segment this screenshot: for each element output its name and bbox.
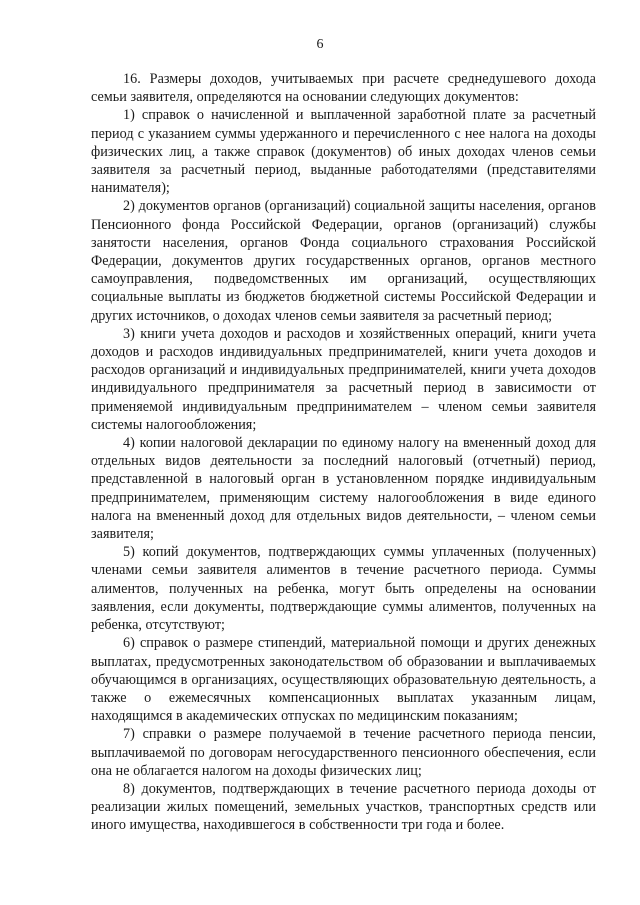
- paragraph-item-5: 5) копий документов, подтверждающих суммы уплаченных (полученных) членами семьи заявителя алиментов в течение расчетного периода. Суммы алиментов, полученных на ребенка, могут быть определены на основании заявления, если документы, подтверждающие суммы алиментов, полученных на ребенка, отсутствуют;: [91, 544, 596, 634]
- paragraph-item-8: 8) документов, подтверждающих в течение расчетного периода доходы от реализации жилых помещений, земельных участков, транспортных средств или иного имущества, находившегося в собственности три года и более.: [91, 780, 596, 834]
- paragraph-item-4: 4) копии налоговой декларации по единому налогу на вмененный доход для отдельных видов деятельности за последний налоговый (отчетный) период, представленной в налоговый орган в установленном порядке индивидуальным предпринимателем, применяющим систему налогообложения в виде единого налога на вмененный доход для отдельных видов деятельности, – членом семьи заявителя;: [91, 435, 596, 543]
- document-body: [91, 70, 596, 835]
- paragraph-item-3: 3) книги учета доходов и расходов и хозяйственных операций, книги учета доходов и расходов индивидуальных предпринимателей, книги учета доходов и расходов организаций и индивидуальных предпринимателей, книги учета доходов индивидуального предпринимателя за расчетный период в зависимости от применяемой индивидуальным предпринимателем – членом семьи заявителя системы налогообложения;: [91, 325, 596, 433]
- paragraph-item-6: 6) справок о размере стипендий, материальной помощи и других денежных выплатах, предусмотренных законодательством об образовании и выплачиваемых обучающимся в организациях, осуществляющих образовательную деятельность, а также о ежемесячных компенсационных выплатах указанным лицам, находящимся в академических отпусках по медицинским показаниям;: [91, 635, 596, 725]
- paragraph-16-intro: 16. Размеры доходов, учитываемых при расчете среднедушевого дохода семьи заявителя, определяются на основании следующих документов:: [91, 71, 596, 106]
- paragraph-item-2: 2) документов органов (организаций) социальной защиты населения, органов Пенсионного фонда Российской Федерации, органов (организаций) службы занятости населения, органов Фонда социального страхования Российской Федерации, документов других государственных органов, органов местного самоуправления, подведомственных им организаций, осуществляющих социальные выплаты из бюджетов бюджетной системы Российской Федерации и других источников, о доходах членов семьи заявителя за расчетный период;: [91, 198, 596, 324]
- paragraph-item-7: 7) справки о размере получаемой в течение расчетного периода пенсии, выплачиваемой по договорам негосударственного пенсионного обеспечения, если она не облагается налогом на доходы физических лиц;: [91, 726, 596, 779]
- page-number: 6: [316, 37, 324, 52]
- paragraph-item-1: 1) справок о начисленной и выплаченной заработной плате за расчетный период с указанием суммы удержанного и перечисленного с нее налога на доходы физических лиц, а также справок (документов) об иных доходах членов семьи заявителя за расчетный период, выданные работодателями (представителями нанимателя);: [91, 107, 596, 197]
